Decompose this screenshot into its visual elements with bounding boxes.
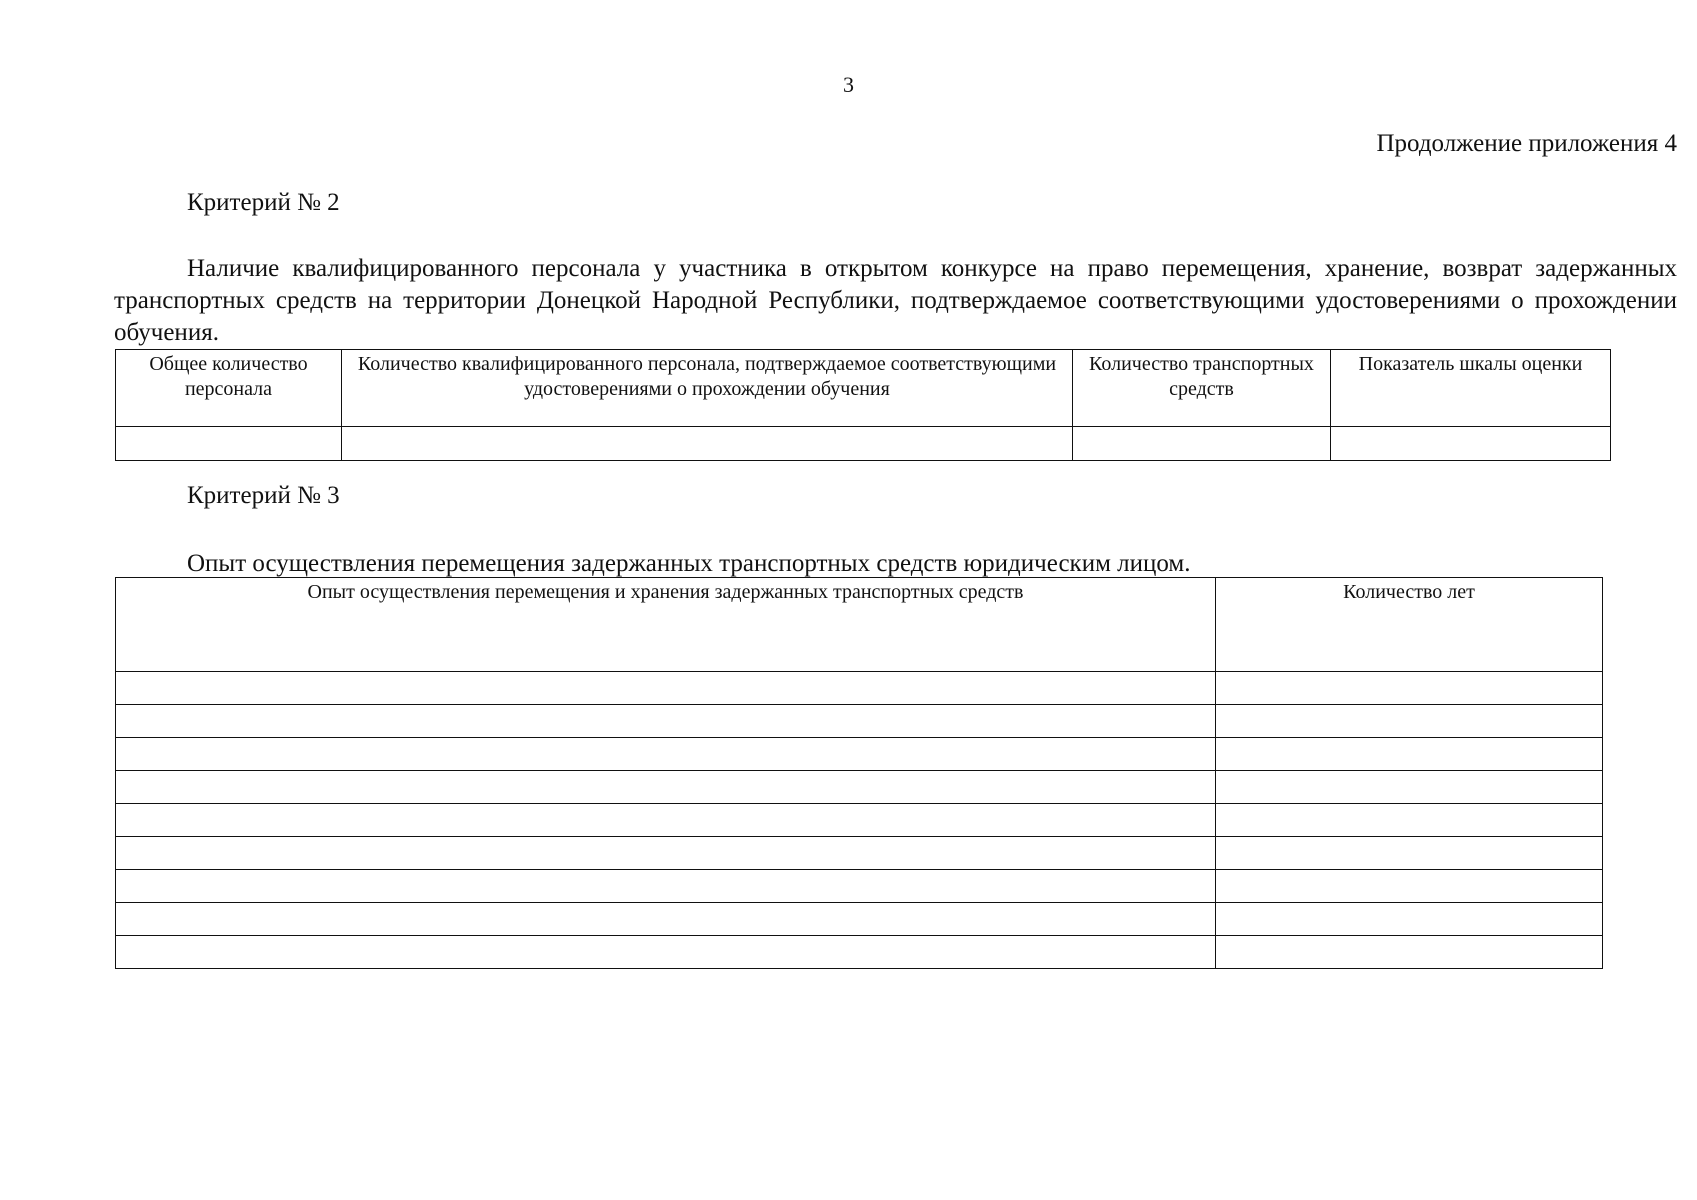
table-cell-years[interactable] bbox=[1216, 738, 1603, 771]
appendix-continuation-note: Продолжение приложения 4 bbox=[1376, 130, 1677, 157]
table-cell-total-staff[interactable] bbox=[116, 427, 342, 461]
header-total-staff: Общее количество персонала bbox=[116, 350, 342, 427]
table-cell-experience[interactable] bbox=[116, 672, 1216, 705]
table-cell-experience[interactable] bbox=[116, 903, 1216, 936]
header-years-count: Количество лет bbox=[1216, 578, 1603, 672]
criterion-3-heading: Критерий № 3 bbox=[187, 482, 340, 509]
table-row bbox=[116, 705, 1603, 738]
criterion-3-table bbox=[115, 577, 1603, 969]
table-cell-years[interactable] bbox=[1216, 804, 1603, 837]
table-cell-experience[interactable] bbox=[116, 837, 1216, 870]
header-vehicle-count: Количество транспортных средств bbox=[1073, 350, 1331, 427]
table-cell-years[interactable] bbox=[1216, 771, 1603, 804]
table-cell-years[interactable] bbox=[1216, 903, 1603, 936]
table-row bbox=[116, 771, 1603, 804]
table-cell-score-indicator[interactable] bbox=[1331, 427, 1611, 461]
table-cell-years[interactable] bbox=[1216, 837, 1603, 870]
table-cell-experience[interactable] bbox=[116, 771, 1216, 804]
table-cell-years[interactable] bbox=[1216, 870, 1603, 903]
criterion-2-description: Наличие квалифицированного персонала у участника в открытом конкурсе на право перемещения, хранение, возврат задержанных транспортных средств на территории Донецкой Народной Республики, подтверждаемое соответствующими удостоверениями о прохождении обучения. bbox=[114, 255, 1677, 346]
table-row bbox=[116, 427, 1611, 461]
header-qualified-staff: Количество квалифицированного персонала, подтверждаемое соответствующими удостоверениями о прохождении обучения bbox=[342, 350, 1073, 427]
table-cell-experience[interactable] bbox=[116, 738, 1216, 771]
criterion-3-header-row bbox=[116, 578, 1603, 672]
header-experience: Опыт осуществления перемещения и хранения задержанных транспортных средств bbox=[116, 578, 1216, 672]
criterion-2-table bbox=[115, 349, 1611, 461]
table-cell-vehicle-count[interactable] bbox=[1073, 427, 1331, 461]
table-cell-years[interactable] bbox=[1216, 936, 1603, 969]
table-cell-experience[interactable] bbox=[116, 936, 1216, 969]
table-row bbox=[116, 936, 1603, 969]
table-cell-experience[interactable] bbox=[116, 705, 1216, 738]
table-row bbox=[116, 672, 1603, 705]
table-row bbox=[116, 804, 1603, 837]
table-cell-experience[interactable] bbox=[116, 804, 1216, 837]
table-cell-years[interactable] bbox=[1216, 705, 1603, 738]
criterion-2-header-row bbox=[116, 350, 1611, 427]
table-row bbox=[116, 837, 1603, 870]
table-cell-experience[interactable] bbox=[116, 870, 1216, 903]
criterion-3-description: Опыт осуществления перемещения задержанных транспортных средств юридическим лицом. bbox=[187, 550, 1191, 577]
table-row bbox=[116, 870, 1603, 903]
criterion-2-heading: Критерий № 2 bbox=[187, 189, 340, 216]
header-score-indicator: Показатель шкалы оценки bbox=[1331, 350, 1611, 427]
table-cell-qualified-staff[interactable] bbox=[342, 427, 1073, 461]
table-row bbox=[116, 903, 1603, 936]
table-row bbox=[116, 738, 1603, 771]
table-cell-years[interactable] bbox=[1216, 672, 1603, 705]
page-number: 3 bbox=[843, 72, 854, 97]
